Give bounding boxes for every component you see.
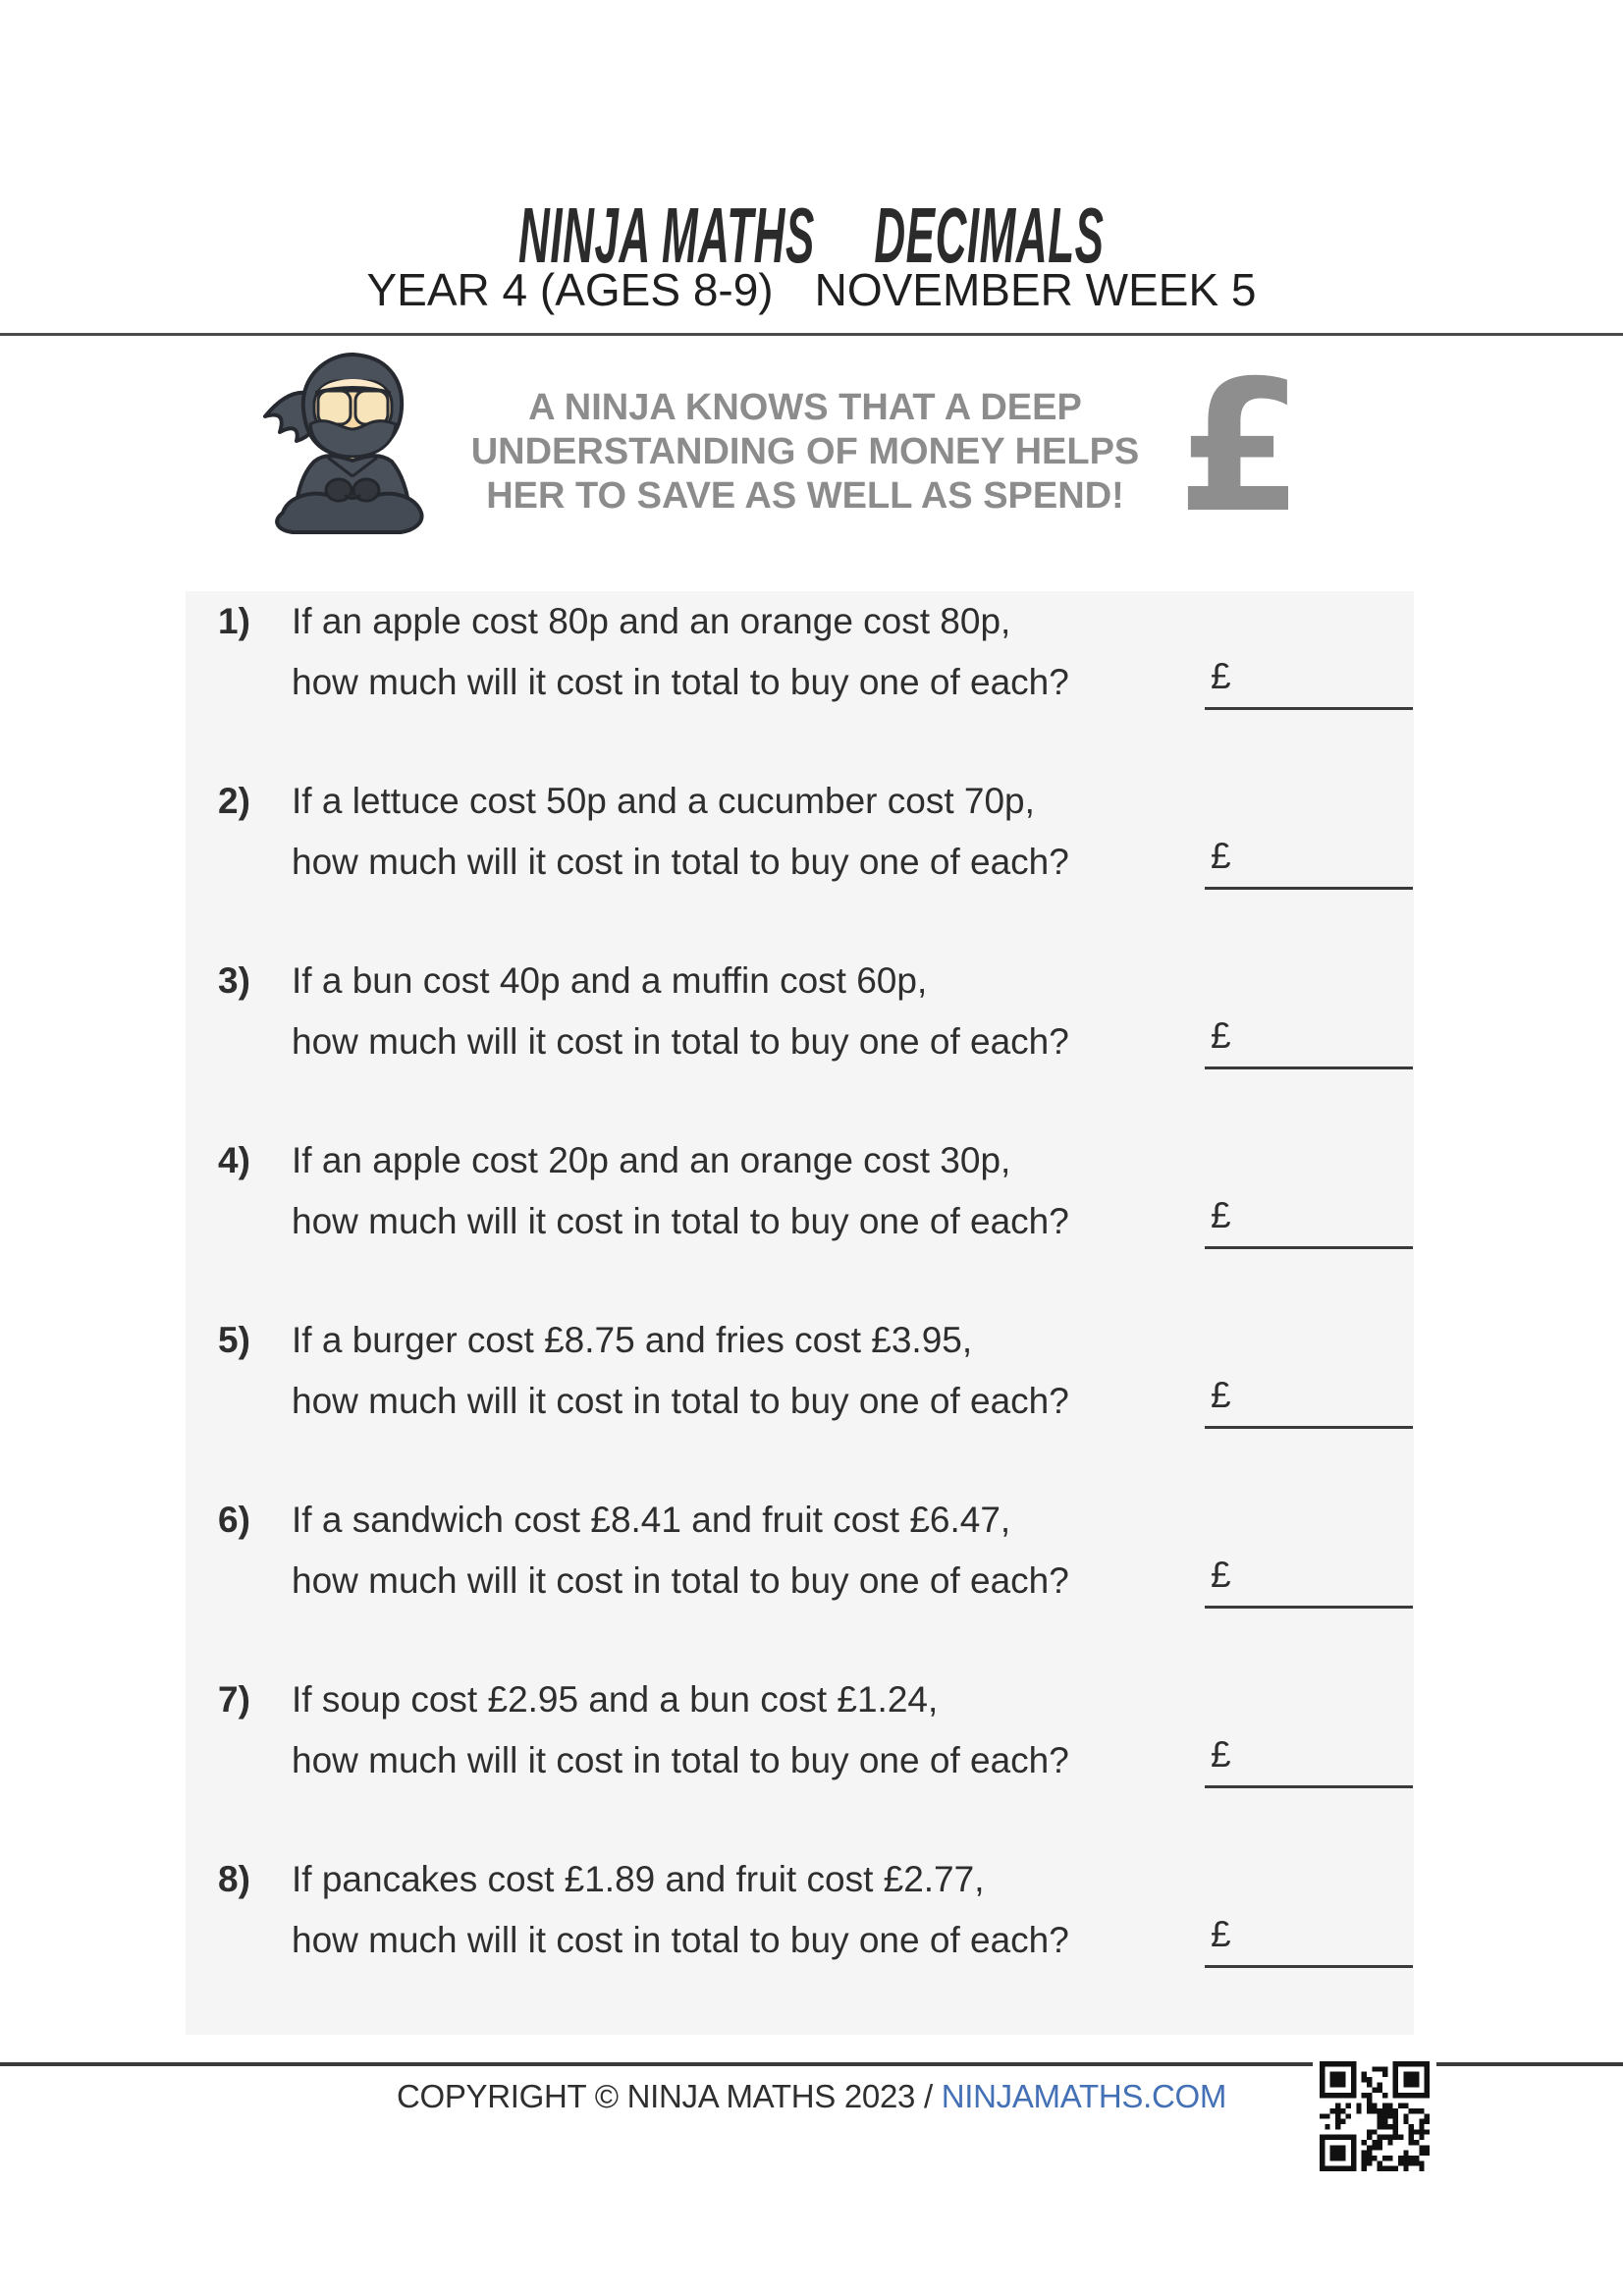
answer-currency-label: £ — [1211, 1734, 1231, 1775]
question-number: 1) — [218, 601, 250, 641]
website-link[interactable]: NINJAMATHS.COM — [941, 2078, 1227, 2114]
answer-line[interactable] — [1205, 887, 1413, 890]
question-text-line1: If soup cost £2.95 and a bun cost £1.24, — [292, 1679, 939, 1720]
question-number: 8) — [218, 1859, 250, 1899]
answer-line[interactable] — [1205, 1785, 1413, 1788]
answer-currency-label: £ — [1211, 1195, 1231, 1235]
qr-code-icon — [1320, 2061, 1430, 2171]
question-text-line2: how much will it cost in total to buy one of each? — [292, 1560, 1069, 1601]
question-1 — [186, 599, 1414, 746]
year-label: YEAR 4 (AGES 8-9) — [366, 264, 774, 315]
answer-line[interactable] — [1205, 1066, 1413, 1069]
questions-panel — [186, 591, 1414, 2035]
question-number: 3) — [218, 960, 250, 1001]
question-4 — [186, 1138, 1414, 1285]
question-text-line1: If an apple cost 20p and an orange cost 30p, — [292, 1140, 1011, 1180]
question-number: 6) — [218, 1500, 250, 1540]
quote-line-1: A NINJA KNOWS THAT A DEEP — [528, 387, 1082, 428]
answer-line[interactable] — [1205, 707, 1413, 710]
answer-currency-label: £ — [1211, 1375, 1231, 1415]
answer-currency-label: £ — [1211, 836, 1231, 876]
question-text-line2: how much will it cost in total to buy one of each? — [292, 1201, 1069, 1241]
question-7 — [186, 1677, 1414, 1825]
question-text-line1: If a bun cost 40p and a muffin cost 60p, — [292, 960, 928, 1001]
question-text-line2: how much will it cost in total to buy one of each? — [292, 1920, 1069, 1960]
answer-line[interactable] — [1205, 1965, 1413, 1968]
answer-currency-label: £ — [1211, 1914, 1231, 1954]
question-number: 4) — [218, 1140, 250, 1180]
page-subtitle — [0, 263, 1623, 316]
question-text-line1: If pancakes cost £1.89 and fruit cost £2.77, — [292, 1859, 985, 1899]
question-3 — [186, 958, 1414, 1106]
meditating-ninja-icon — [253, 346, 440, 542]
answer-line[interactable] — [1205, 1426, 1413, 1429]
header-divider — [0, 333, 1623, 336]
qr-code-box — [1313, 2052, 1436, 2180]
week-label: NOVEMBER WEEK 5 — [814, 264, 1257, 315]
answer-currency-label: £ — [1211, 656, 1231, 696]
question-text-line2: how much will it cost in total to buy one of each? — [292, 1381, 1069, 1421]
pound-symbol-icon: £ — [1176, 341, 1304, 553]
question-5 — [186, 1318, 1414, 1465]
answer-currency-label: £ — [1211, 1555, 1231, 1595]
question-text-line1: If an apple cost 80p and an orange cost 80p, — [292, 601, 1011, 641]
motivation-quote — [422, 386, 1188, 519]
brand-title: NINJA MATHS — [518, 191, 816, 279]
copyright-text: COPYRIGHT © NINJA MATHS 2023 / — [396, 2078, 942, 2114]
quote-line-2: UNDERSTANDING OF MONEY HELPS — [470, 431, 1140, 472]
question-2 — [186, 779, 1414, 926]
question-text-line2: how much will it cost in total to buy one of each? — [292, 662, 1069, 702]
answer-currency-label: £ — [1211, 1015, 1231, 1056]
question-text-line1: If a lettuce cost 50p and a cucumber cost 70p, — [292, 781, 1035, 821]
question-text-line1: If a burger cost £8.75 and fries cost £3.95, — [292, 1320, 973, 1360]
quote-line-3: HER TO SAVE AS WELL AS SPEND! — [486, 475, 1124, 517]
question-number: 7) — [218, 1679, 250, 1720]
topic-title: DECIMALS — [874, 191, 1105, 279]
answer-line[interactable] — [1205, 1246, 1413, 1249]
question-text-line2: how much will it cost in total to buy one of each? — [292, 842, 1069, 882]
question-number: 5) — [218, 1320, 250, 1360]
question-text-line1: If a sandwich cost £8.41 and fruit cost £6.47, — [292, 1500, 1011, 1540]
question-text-line2: how much will it cost in total to buy one of each? — [292, 1740, 1069, 1780]
question-6 — [186, 1498, 1414, 1645]
question-text-line2: how much will it cost in total to buy one of each? — [292, 1021, 1069, 1062]
question-number: 2) — [218, 781, 250, 821]
question-8 — [186, 1857, 1414, 2004]
answer-line[interactable] — [1205, 1606, 1413, 1609]
